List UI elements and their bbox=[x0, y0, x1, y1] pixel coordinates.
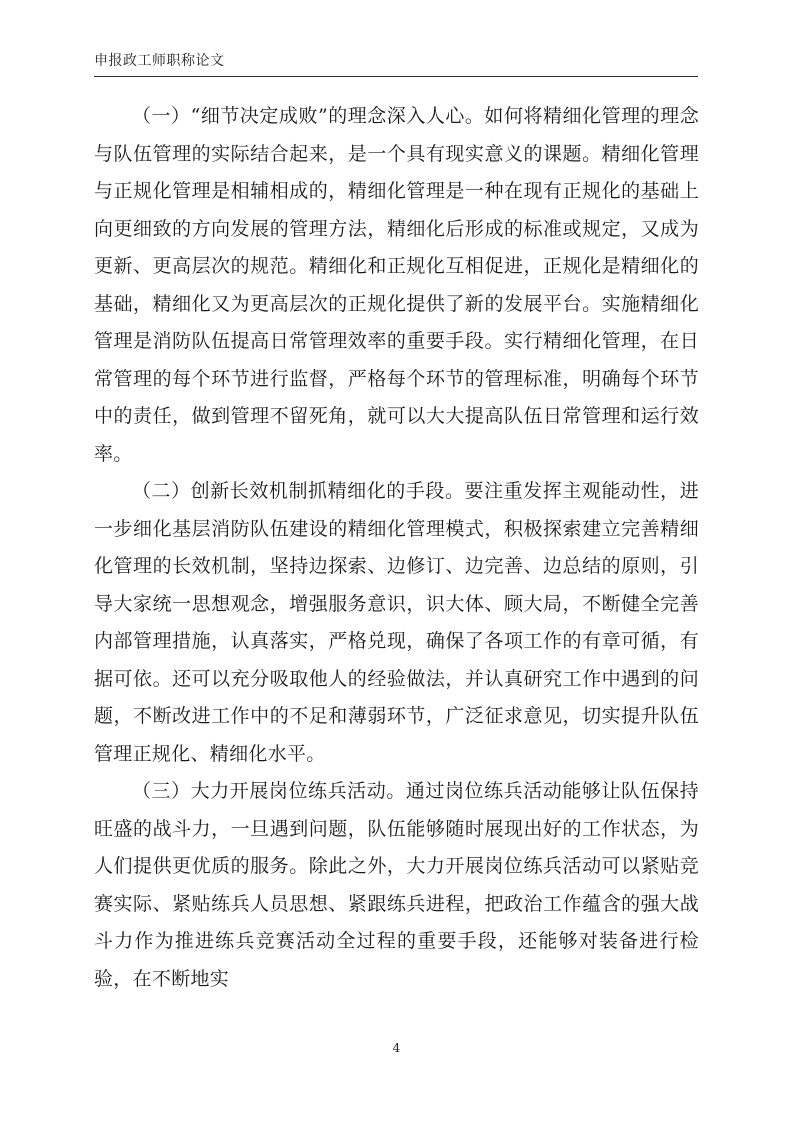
paragraph-detail-decides-success: （一）“细节决定成败”的理念深入人心。如何将精细化管理的理念与队伍管理的实际结合起来，是一个具有现实意义的课题。精细化管理与正规化管理是相辅相成的，精细化管理是一种在现有正规化的基础上向更细致的方向发展的管理方法，精细化后形成的标准或规定，又成为更新、更高层次的规范。精细化和正规化互相促进，正规化是精细化的基础，精细化又为更高层次的正规化提供了新的发展平台。实施精细化管理是消防队伍提高日常管理效率的重要手段。实行精细化管理，在日常管理的每个环节进行监督，严格每个环节的管理标准，明确每个环节中的责任，做到管理不留死角，就可以大大提高队伍日常管理和运行效率。 bbox=[94, 105, 699, 465]
paragraph-post-training: （三）大力开展岗位练兵活动。通过岗位练兵活动能够让队伍保持旺盛的战斗力，一旦遇到问题，队伍能够随时展现出好的工作状态，为人们提供更优质的服务。除此之外，大力开展岗位练兵活动可以紧贴竞赛实际、紧贴练兵人员思想、紧跟练兵进程，把政治工作蕴含的强大战斗力作为推进练兵竞赛活动全过程的重要手段，还能够对装备进行检验，在不断地实 bbox=[94, 780, 699, 990]
paragraph-long-term-mechanism: （二）创新长效机制抓精细化的手段。要注重发挥主观能动性，进一步细化基层消防队伍建设的精细化管理模式，积极探索建立完善精细化管理的长效机制，坚持边探索、边修订、边完善、边总结的原则，引导大家统一思想观念，增强服务意识，识大体、顾大局，不断健全完善内部管理措施，认真落实，严格兑现，确保了各项工作的有章可循，有据可依。还可以充分吸取他人的经验做法，并认真研究工作中遇到的问题，不断改进工作中的不足和薄弱环节，广泛征求意见，切实提升队伍管理正规化、精细化水平。 bbox=[94, 480, 699, 765]
page-header bbox=[94, 50, 698, 77]
document-body bbox=[94, 98, 699, 998]
page-number: 4 bbox=[392, 1041, 401, 1055]
header-title: 申报政工师职称论文 bbox=[94, 53, 225, 69]
